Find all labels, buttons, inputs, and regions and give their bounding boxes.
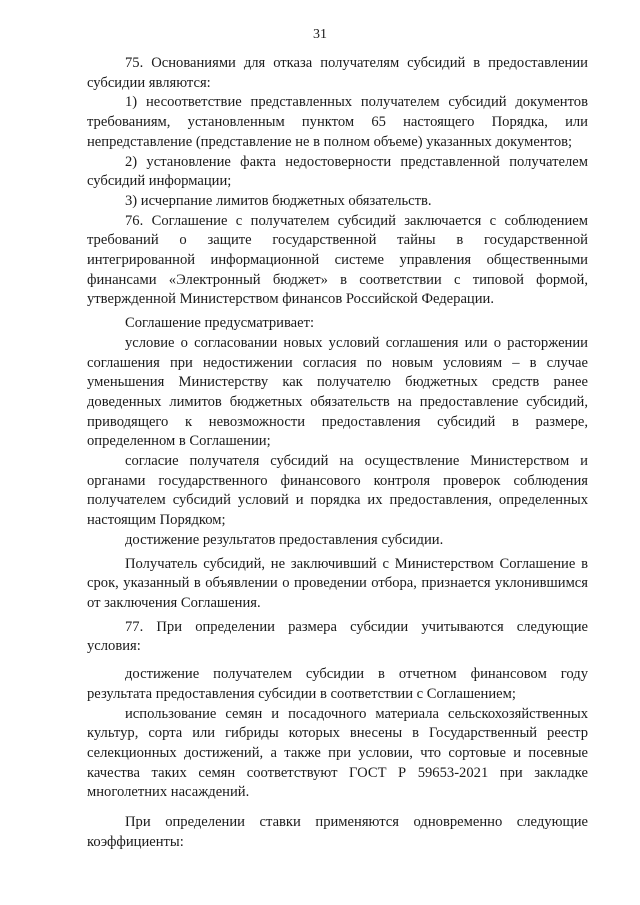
paragraph-77-condition-seeds: использование семян и посадочного материала сельскохозяйственных культур, сорта или гибриды которых внесены в Государственный реестр селекционных достижений, а также при условии, что сортовые и посевные качества таких семян соответствуют ГОСТ Р 59653-2021 при закладке многолетних насаждений. <box>87 705 588 801</box>
recipient-evasion-clause: Получатель субсидий, не заключивший с Министерством Соглашение в срок, указанный в объявлении о проведении отбора, признается уклонившимся от заключения Соглашения. <box>87 555 588 611</box>
rate-coefficients-intro: При определении ставки применяются одновременно следующие коэффициенты: <box>87 814 588 850</box>
document-body <box>87 54 588 852</box>
paragraph-76: 76. Соглашение с получателем субсидий заключается с соблюдением требований о защите государственной тайны в государственной интегрированной информационной системе управления общественными финансами «Электронный бюджет» в соответствии с типовой формой, утвержденной Министерством финансов Российской Федерации. <box>87 212 588 308</box>
agreement-condition-audit-consent: согласие получателя субсидий на осуществление Министерством и органами государственного финансового контроля проверок соблюдения получателем субсидий условий и порядка их предоставления, определенных настоящим Порядком; <box>87 453 588 529</box>
paragraph-75: 75. Основаниями для отказа получателям субсидий в предоставлении субсидии являются: <box>87 55 588 91</box>
paragraph-77: 77. При определении размера субсидии учитываются следующие условия: <box>87 618 588 655</box>
page-number: 31 <box>313 27 327 42</box>
paragraph-75-item-3: 3) исчерпание лимитов бюджетных обязательств. <box>125 192 432 209</box>
paragraph-75-item-2: 2) установление факта недостоверности представленной получателем субсидий информации; <box>87 153 588 190</box>
paragraph-75-item-1: 1) несоответствие представленных получателем субсидий документов требованиям, установленным пунктом 65 настоящего Порядка, или непредставление (представление не в полном объеме) указанных документов; <box>87 94 588 150</box>
agreement-provides-heading: Соглашение предусматривает: <box>125 315 315 332</box>
agreement-condition-results: достижение результатов предоставления субсидии. <box>125 531 444 548</box>
agreement-condition-renegotiation: условие о согласовании новых условий соглашения или о расторжении соглашения при недостижении согласия по новым условиям – в случае уменьшения Министерству как получателю бюджетных средств ранее доведенных лимитов бюджетных обязательств на предоставление субсидий, приводящего к невозможности предоставления субсидий в размере, определенном в Соглашении; <box>87 334 588 450</box>
paragraph-77-condition-results: достижение получателем субсидии в отчетном финансовом году результата предоставления субсидии в соответствии с Соглашением; <box>87 666 588 702</box>
